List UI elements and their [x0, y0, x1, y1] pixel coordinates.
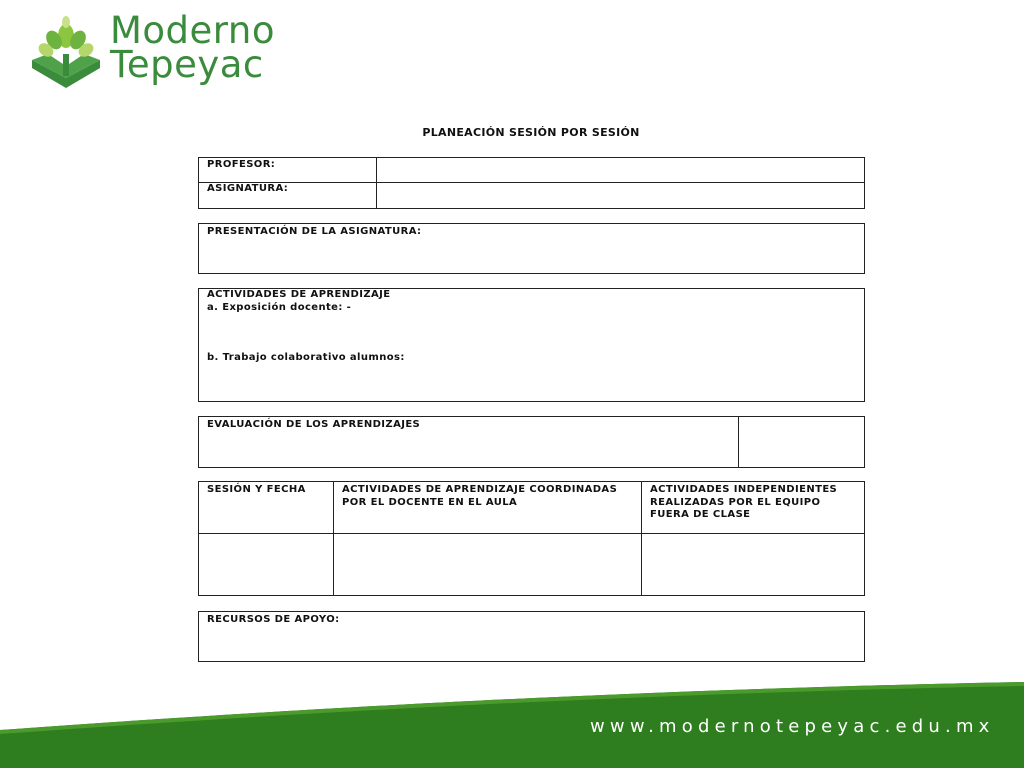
actividades-box[interactable]	[198, 288, 865, 402]
presentacion-box[interactable]	[198, 223, 865, 274]
actividades-heading: ACTIVIDADES DE APRENDIZAJE	[207, 289, 391, 300]
teacher-subject-table	[198, 157, 865, 209]
evaluacion-score-field[interactable]	[740, 417, 864, 467]
footer-url[interactable]: www.modernotepeyac.edu.mx	[590, 716, 995, 737]
recursos-label: RECURSOS DE APOYO:	[207, 614, 340, 625]
profesor-label: PROFESOR:	[207, 159, 276, 170]
recursos-box[interactable]	[198, 611, 865, 662]
brand-wordmark	[110, 9, 275, 86]
profesor-field[interactable]	[377, 158, 864, 182]
brand-line2: Tepeyac	[110, 43, 264, 86]
evaluacion-field[interactable]	[199, 417, 738, 467]
asignatura-label: ASIGNATURA:	[207, 183, 289, 194]
evaluacion-label: EVALUACIÓN DE LOS APRENDIZAJES	[207, 419, 421, 430]
sessions-col-header-2: ACTIVIDADES DE APRENDIZAJE COORDINADAS POR EL DOCENTE EN EL AULA	[342, 484, 618, 508]
brand-logo	[28, 9, 328, 94]
sessions-col-header-3: ACTIVIDADES INDEPENDIENTES REALIZADAS POR EL EQUIPO FUERA DE CLASE	[650, 484, 838, 520]
sessions-col-header-1: SESIÓN Y FECHA	[207, 484, 306, 495]
sessions-table	[198, 481, 865, 596]
asignatura-field[interactable]	[377, 183, 864, 208]
presentacion-label: PRESENTACIÓN DE LA ASIGNATURA:	[207, 226, 422, 237]
sessions-cell-equipo[interactable]	[643, 535, 864, 595]
footer-wave	[0, 660, 1024, 768]
actividades-item-b: b. Trabajo colaborativo alumnos:	[207, 352, 405, 363]
sessions-cell-fecha[interactable]	[199, 535, 333, 595]
tree-hands-icon	[28, 14, 104, 92]
brand-line1: Moderno	[110, 9, 275, 52]
form-title: PLANEACIÓN SESIÓN POR SESIÓN	[422, 126, 640, 139]
evaluacion-box	[198, 416, 865, 468]
actividades-item-a: a. Exposición docente: -	[207, 302, 352, 313]
sessions-cell-docente[interactable]	[335, 535, 641, 595]
